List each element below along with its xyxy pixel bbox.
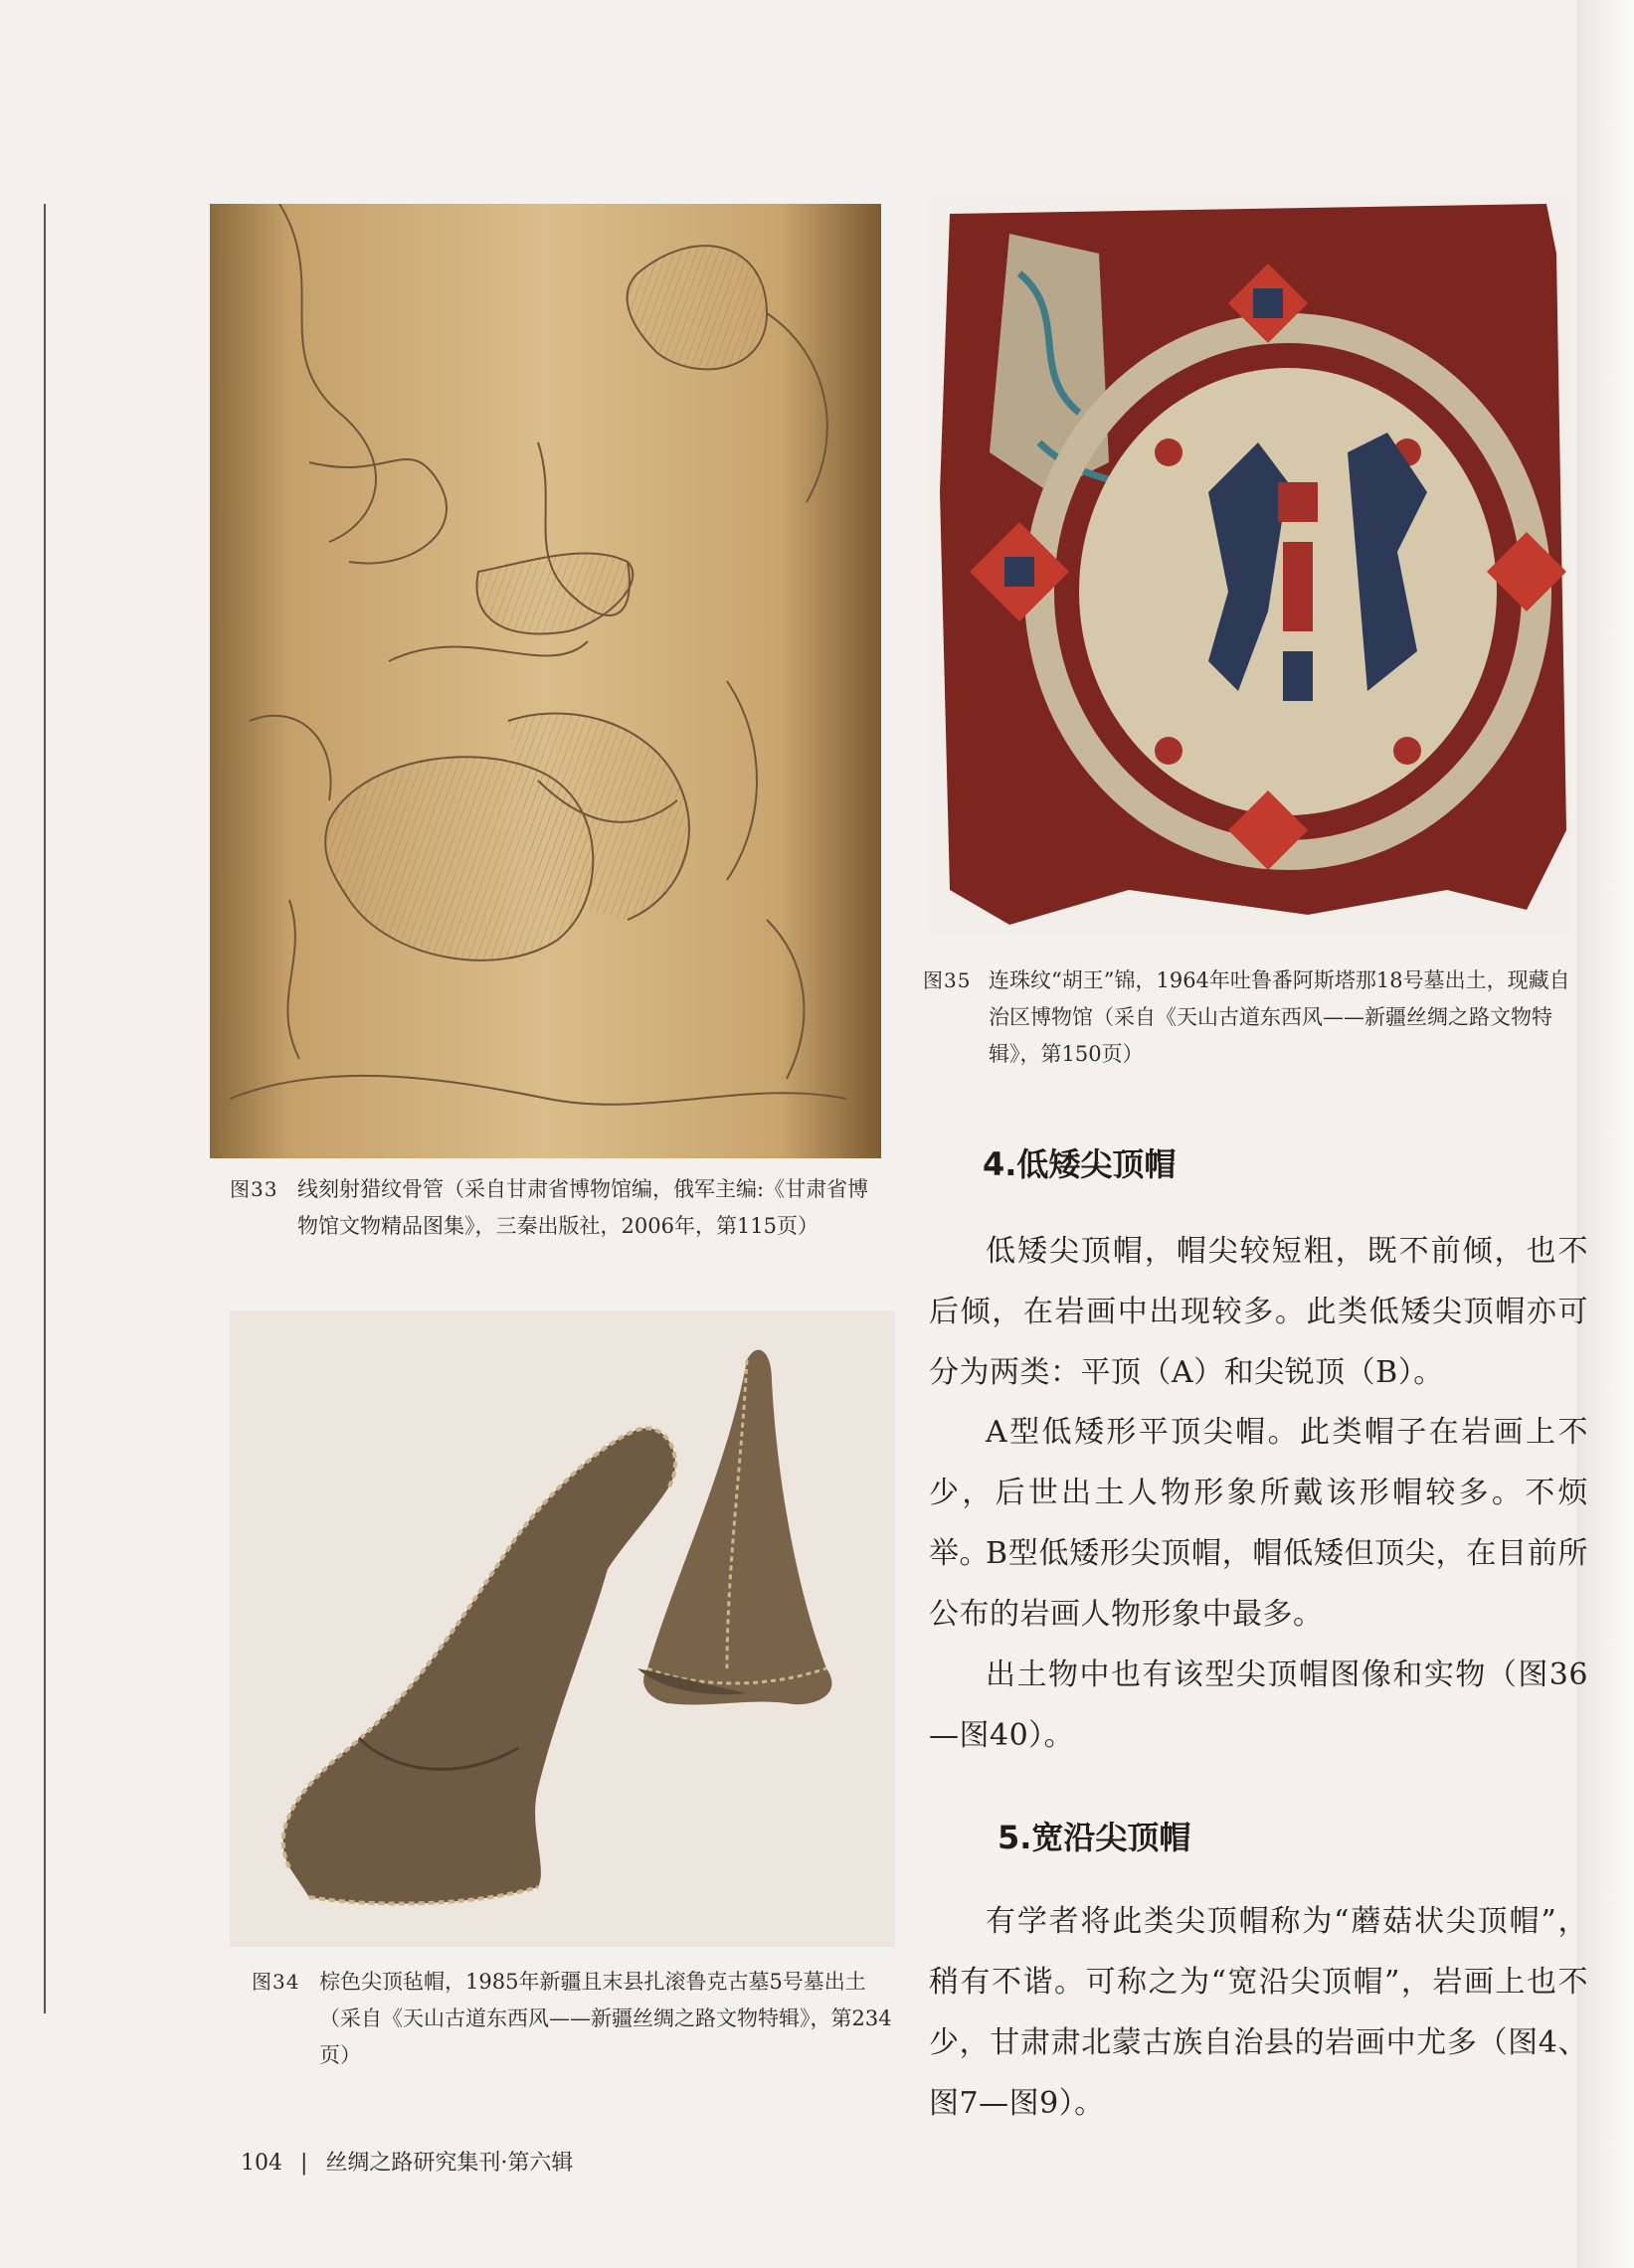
- section-4-paragraph-1: 低矮尖顶帽，帽尖较短粗，既不前倾，也不后倾，在岩画中出现较多。此类低矮尖顶帽亦可分为两类：平顶（A）和尖锐顶（B）。: [929, 1234, 1588, 1390]
- section-4-paragraph-3: B型低矮形尖顶帽，帽低矮但顶尖，在目前所公布的岩画人物形象中最多。: [929, 1536, 1588, 1632]
- section-5-paragraph-1: 有学者将此类尖顶帽称为“蘑菇状尖顶帽”，稍有不谐。可称之为“宽沿尖顶帽”，岩画上也不少，甘肃肃北蒙古族自治县的岩画中尤多（图4、图7—图9）。: [929, 1904, 1588, 2121]
- page-footer: [241, 2146, 573, 2177]
- section-4-heading: 4.低矮尖顶帽: [983, 1145, 1177, 1183]
- section-5-heading: 5.宽沿尖顶帽: [998, 1819, 1191, 1856]
- figure-34-caption: [252, 1964, 908, 2079]
- figure-33-image: [210, 204, 881, 1158]
- section-4-paragraph-4: 出土物中也有该型尖顶帽图像和实物（图36—图40）。: [929, 1657, 1588, 1753]
- figure-35-caption-text: 连珠纹“胡王”锦，1964年吐鲁番阿斯塔那18号墓出土，现藏自治区博物馆（采自《天山古道东西风——新疆丝绸之路文物特辑》，第150页）: [989, 968, 1570, 1066]
- footer-separator: |: [300, 2151, 308, 2176]
- figure-34-caption-text: 棕色尖顶毡帽，1985年新疆且末县扎滚鲁克古墓5号墓出土（采自《天山古道东西风——新疆丝绸之路文物特辑》，第234页）: [319, 1970, 892, 2067]
- figure-35-number: 图35: [923, 968, 972, 992]
- figure-33-caption: [230, 1171, 896, 1251]
- figure-33-caption-text: 线刻射猎纹骨管（采自甘肃省博物馆编，俄军主编:《甘肃省博物馆文物精品图集》，三秦出版社，2006年，第115页）: [297, 1177, 869, 1238]
- margin-rule: [44, 204, 46, 2013]
- page-number: 104: [241, 2151, 282, 2176]
- journal-title: 丝绸之路研究集刊·第六辑: [325, 2151, 574, 2176]
- figure-35-caption: [923, 962, 1589, 1078]
- figure-33-number: 图33: [230, 1177, 278, 1201]
- figure-35-image: [930, 194, 1572, 935]
- figure-34-image: [230, 1310, 895, 1947]
- section-4-paragraph-2: A型低矮形平顶尖帽。此类帽子在岩画上不少，后世出土人物形象所戴该形帽较多。不烦举。: [929, 1415, 1588, 1571]
- figure-34-number: 图34: [252, 1970, 300, 1994]
